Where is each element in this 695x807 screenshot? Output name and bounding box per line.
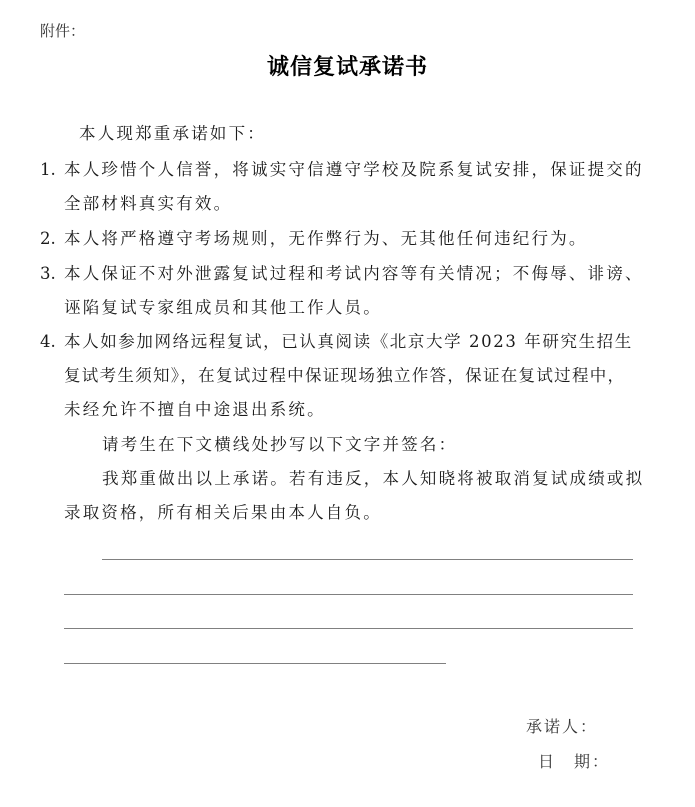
item-text-line: 本人如参加网络远程复试，已认真阅读《北京大学 2023 年研究生招生 [64, 332, 633, 351]
item-number: 3. [40, 264, 56, 283]
item-number: 2. [40, 229, 56, 248]
copy-instruction: 请考生在下文横线处抄写以下文字并签名： [102, 435, 458, 454]
date-label: 日 期： [538, 752, 611, 771]
item-number: 4. [40, 332, 56, 351]
handwriting-line-1[interactable] [102, 559, 633, 560]
document-title: 诚信复试承诺书 [266, 55, 428, 80]
intro-text: 本人现郑重承诺如下： [79, 124, 266, 143]
pledge-statement-line: 录取资格，所有相关后果由本人自负。 [64, 503, 382, 522]
handwriting-line-2[interactable] [64, 594, 633, 595]
item-text-line: 本人将严格遵守考场规则，无作弊行为、无其他任何违纪行为。 [64, 229, 588, 248]
item-text-line: 复试考生须知》，在复试过程中保证现场独立作答，保证在复试过程中， [64, 366, 626, 385]
item-text-line: 未经允许不擅自中途退出系统。 [64, 400, 326, 419]
attachment-label: 附件： [40, 22, 86, 40]
handwriting-line-3[interactable] [64, 628, 633, 629]
item-text-line: 本人珍惜个人信誉，将诚实守信遵守学校及院系复试安排，保证提交的 [64, 160, 644, 179]
handwriting-line-4[interactable] [64, 663, 446, 664]
item-text-line: 本人保证不对外泄露复试过程和考试内容等有关情况；不侮辱、诽谤、 [64, 264, 644, 283]
item-text-line: 诬陷复试专家组成员和其他工作人员。 [64, 298, 382, 317]
item-number: 1. [40, 160, 56, 179]
promisor-label: 承诺人： [526, 717, 599, 736]
item-text-line: 全部材料真实有效。 [64, 194, 233, 213]
pledge-statement-line: 我郑重做出以上承诺。若有违反，本人知晓将被取消复试成绩或拟 [102, 469, 645, 488]
